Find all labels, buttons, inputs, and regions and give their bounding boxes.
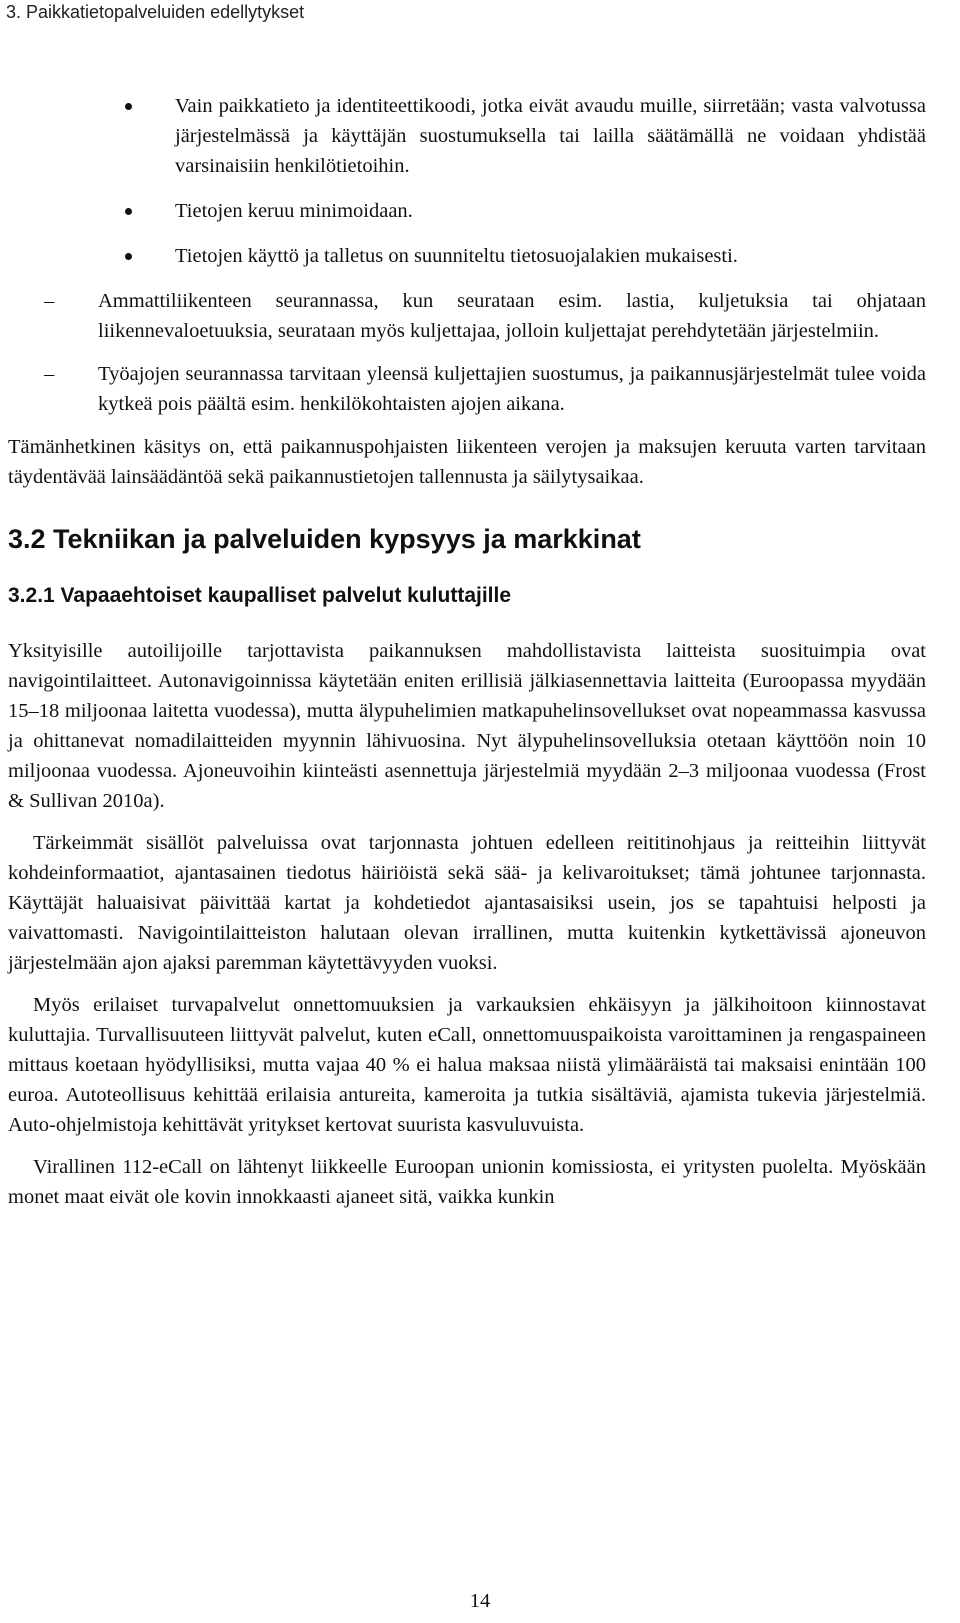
dash-item	[8, 286, 926, 346]
bullet-dot-icon	[125, 253, 132, 260]
section-heading: 3.2 Tekniikan ja palveluiden kypsyys ja markkinat	[8, 524, 641, 554]
page-number: 14	[469, 1590, 491, 1612]
bullet-text: Vain paikkatieto ja identiteettikoodi, jotka eivät avaudu muille, siirretään; vasta valvotussa järjestelmässä ja käyttäjän suostumuksella tai lailla säätämällä ne voidaan yhdistää varsinaisiin henkilötietoihin.	[175, 95, 926, 177]
bullet-list	[8, 91, 926, 271]
subsection-heading: 3.2.1 Vapaaehtoiset kaupalliset palvelut kuluttajille	[8, 584, 512, 607]
paragraph-intro: Tämänhetkinen käsitys on, että paikannuspohjaisten liikenteen verojen ja maksujen keruuta varten tarvitaan täydentävää lainsäädäntöä sekä paikannustietojen tallennusta ja säilytysaikaa.	[8, 436, 926, 488]
bullet-text: Tietojen keruu minimoidaan.	[175, 200, 413, 222]
dash-icon: –	[44, 363, 55, 385]
bullet-dot-icon	[125, 208, 132, 215]
bullet-dot-icon	[125, 103, 132, 110]
paragraph: Myös erilaiset turvapalvelut onnettomuuksien ja varkauksien ehkäisyyn ja jälkihoitoon kiinnostavat kuluttajia. Turvallisuuteen liittyvät palvelut, kuten eCall, onnettomuuspaikoista varoittaminen ja rengaspaineen mittaus koetaan hyödyllisiksi, mutta vajaa 40 % ei halua maksaa niistä ylimääräistä tai maksaisi enintään 100 euroa. Autoteollisuus kehittää erilaisia antureita, kameroita ja tutkia sisältäviä, ajamista tukevia järjestelmiä. Auto-ohjelmistoja kehittävät yritykset kertovat suurista kasvuluvuista.	[8, 994, 926, 1136]
bullet-item	[8, 91, 926, 181]
dash-icon: –	[44, 290, 55, 312]
running-header: 3. Paikkatietopalveluiden edellytykset	[6, 2, 305, 22]
page-body	[8, 91, 926, 1224]
paragraph: Virallinen 112-eCall on lähtenyt liikkeelle Euroopan unionin komissiosta, ei yritysten puolelta. Myöskään monet maat eivät ole kovin innokkaasti ajaneet sitä, vaikka kunkin	[8, 1156, 926, 1208]
bullet-item	[8, 196, 926, 226]
dash-text: Työajojen seurannassa tarvitaan yleensä kuljettajien suostumus, ja paikannusjärjestelmät tulee voida kytkeä pois päältä esim. henkilökohtaisten ajojen aikana.	[98, 363, 926, 415]
dash-item	[8, 359, 926, 419]
bullet-text: Tietojen käyttö ja talletus on suunniteltu tietosuojalakien mukaisesti.	[175, 245, 738, 267]
paragraph: Tärkeimmät sisällöt palveluissa ovat tarjonnasta johtuen edelleen reititinohjaus ja reitteihin liittyvät kohdeinformaatiot, ajantasainen tiedotus häiriöistä sekä sää- ja kelivaroitukset; tämä johtunee tarjonnasta. Käyttäjät haluaisivat päivittää kartat ja kohdetiedot ajantasaisiksi usein, jos se tapahtuisi helposti ja vaivattomasti. Navigointilaitteiston halutaan olevan irrallinen, mutta kuitenkin kytkettävissä ajoneuvon järjestelmään ajon ajaksi paremman käytettävyyden vuoksi.	[8, 832, 926, 974]
dash-list	[8, 286, 926, 419]
paragraph: Yksityisille autoilijoille tarjottavista paikannuksen mahdollistavista laitteista suosituimpia ovat navigointilaitteet. Autonavigoinnissa käytetään eniten erillisiä jälkiasennettavia laitteita (Euroopassa myydään 15–18 miljoonaa laitetta vuodessa), mutta älypuhelimien matkapuhelinsovellukset ovat nopeammassa kasvussa ja ohittanevat nomadilaitteiden myynnin lähivuosina. Nyt älypuhelinsovelluksia otetaan käyttöön noin 10 miljoonaa vuodessa. Ajoneuvoihin kiinteästi asennettuja järjestelmiä myydään 2–3 miljoonaa vuodessa (Frost & Sullivan 2010a).	[8, 640, 926, 812]
dash-text: Ammattiliikenteen seurannassa, kun seurataan esim. lastia, kuljetuksia tai ohjataan liikennevaloetuuksia, seurataan myös kuljettajaa, jolloin kuljettajat perehdytetään järjestelmiin.	[98, 290, 926, 342]
bullet-item	[8, 241, 926, 271]
